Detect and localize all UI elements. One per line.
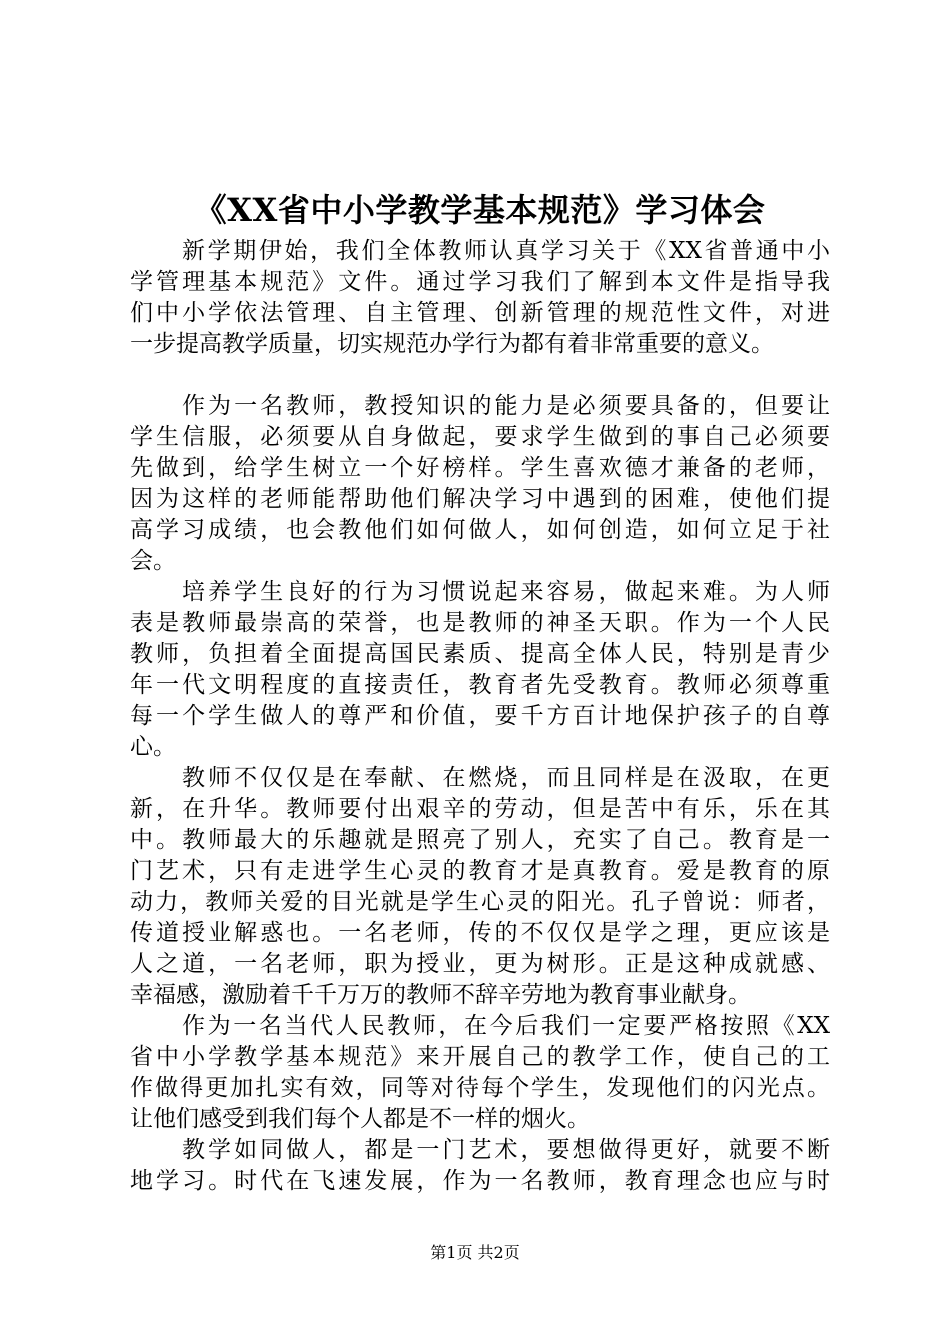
body-line: 教师不仅仅是在奉献、在燃烧，而且同样是在汲取，在更: [182, 765, 830, 791]
body-line: 学生信服，必须要从自身做起，要求学生做到的事自己必须要: [130, 424, 830, 450]
document-title: 《XX省中小学教学基本规范》学习体会: [194, 191, 766, 229]
body-line: 心。: [130, 734, 176, 760]
page-footer: 第1页 共2页: [430, 1243, 520, 1262]
body-line: 地学习。时代在飞速发展，作为一名教师，教育理念也应与时: [130, 1168, 830, 1194]
body-line: 幸福感，激励着千千万万的教师不辞辛劳地为教育事业献身。: [130, 982, 751, 1008]
body-line: 让他们感受到我们每个人都是不一样的烟火。: [130, 1106, 590, 1132]
body-line: 教学如同做人，都是一门艺术，要想做得更好，就要不断: [182, 1137, 830, 1163]
body-line: 新，在升华。教师要付出艰辛的劳动，但是苦中有乐，乐在其: [130, 796, 830, 822]
body-line: 一步提高教学质量，切实规范办学行为都有着非常重要的意义。: [130, 331, 774, 357]
body-line: 作为一名教师，教授知识的能力是必须要具备的，但要让: [182, 393, 830, 419]
body-line: 作做得更加扎实有效，同等对待每个学生，发现他们的闪光点。: [130, 1075, 830, 1101]
body-line: 作为一名当代人民教师，在今后我们一定要严格按照《XX: [182, 1013, 830, 1039]
body-line: 因为这样的老师能帮助他们解决学习中遇到的困难，使他们提: [130, 486, 830, 512]
body-line: 省中小学教学基本规范》来开展自己的教学工作，使自己的工: [130, 1044, 830, 1070]
body-line: 们中小学依法管理、自主管理、创新管理的规范性文件，对进: [130, 300, 830, 326]
body-line: 先做到，给学生树立一个好榜样。学生喜欢德才兼备的老师，: [130, 455, 830, 481]
body-line: 动力，教师关爱的目光就是学生心灵的阳光。孔子曾说：师者，: [130, 889, 830, 915]
body-line: 年一代文明程度的直接责任，教育者先受教育。教师必须尊重: [130, 672, 830, 698]
body-line: 门艺术，只有走进学生心灵的教育才是真教育。爱是教育的原: [130, 858, 830, 884]
body-line: 传道授业解惑也。一名老师，传的不仅仅是学之理，更应该是: [130, 920, 830, 946]
body-line: 表是教师最崇高的荣誉，也是教师的神圣天职。作为一个人民: [130, 610, 830, 636]
blank-line: [130, 360, 830, 391]
body-line: 人之道，一名老师，职为授业，更为树形。正是这种成就感、: [130, 951, 830, 977]
document-body: [130, 236, 830, 1197]
body-line: 新学期伊始，我们全体教师认真学习关于《XX省普通中小: [182, 238, 830, 264]
body-line: 培养学生良好的行为习惯说起来容易，做起来难。为人师: [182, 579, 830, 605]
body-line: 教师，负担着全面提高国民素质、提高全体人民，特别是青少: [130, 641, 830, 667]
body-line: 高学习成绩，也会教他们如何做人，如何创造，如何立足于社: [130, 517, 830, 543]
body-line: 每一个学生做人的尊严和价值，要千方百计地保护孩子的自尊: [130, 703, 830, 729]
body-line: 学管理基本规范》文件。通过学习我们了解到本文件是指导我: [130, 269, 830, 295]
body-line: 中。教师最大的乐趣就是照亮了别人，充实了自己。教育是一: [130, 827, 830, 853]
body-line: 会。: [130, 548, 176, 574]
